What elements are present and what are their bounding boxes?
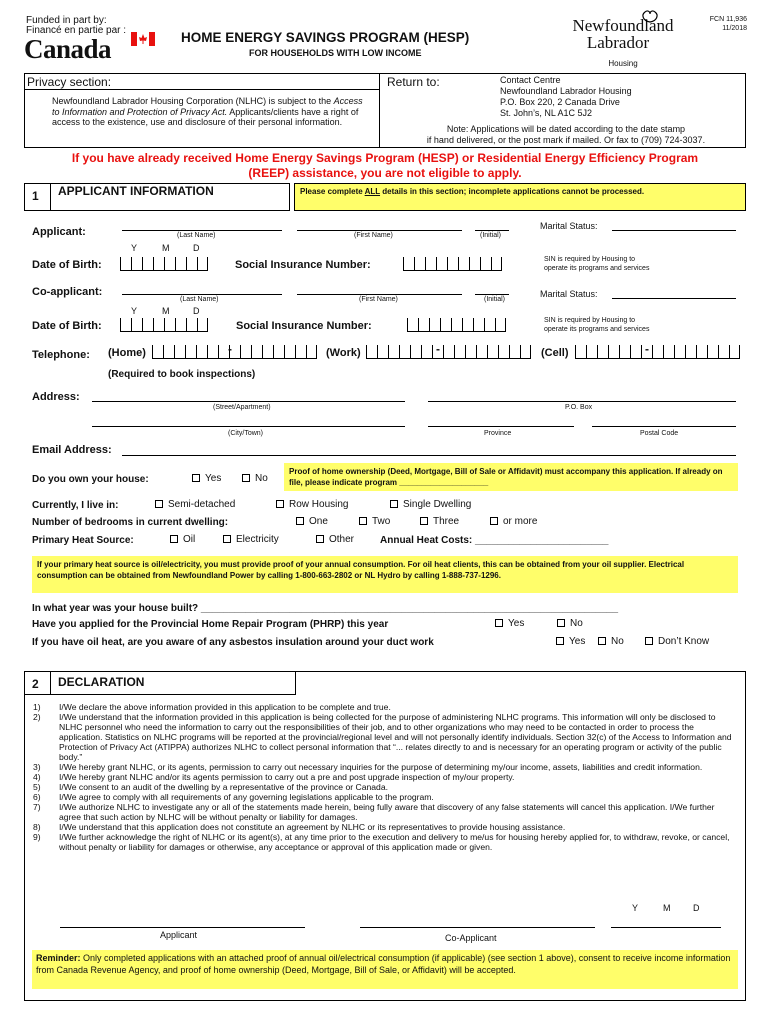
telephone-label: Telephone: — [32, 349, 90, 361]
nlh-logo — [563, 17, 683, 68]
canada-wordmark: Canada — [24, 34, 112, 64]
city-field[interactable] — [92, 426, 405, 427]
checkbox-icon[interactable] — [390, 500, 398, 508]
divider — [379, 73, 380, 148]
page-title: HOME ENERGY SAVINGS PROGRAM (HESP) — [181, 30, 470, 45]
logo-labrador: Labrador — [586, 33, 650, 52]
funded-line-1: Funded in part by: — [26, 15, 107, 26]
declaration-item: 9) I/We further acknowledge the right of NLHC or its agent(s), at any time prior to the execution and delivery to me/us for housing hereby applied for, to withdraw, revoke, or cancel, without penalty or liability for damages or otherwise, any acceptance or approval of this application made or given. — [33, 832, 730, 852]
funded-by — [26, 16, 126, 36]
own-house-yes[interactable]: Yes — [192, 473, 221, 484]
section-1-number: 1 — [32, 189, 39, 203]
postal-caption: Postal Code — [640, 430, 679, 437]
po-box-caption: P.O. Box — [565, 404, 593, 411]
reminder-label: Reminder: — [36, 953, 81, 963]
sin-note: SIN is required by Housing to operate its programs and services — [544, 256, 650, 272]
co-applicant-last-name-field[interactable] — [122, 294, 282, 295]
asbestos-question: If you have oil heat, are you aware of any asbestos insulation around your duct work — [32, 637, 434, 648]
heat-source-label: Primary Heat Source: — [32, 535, 134, 546]
applicant-sin-field[interactable] — [403, 257, 502, 271]
marital-status-field[interactable] — [612, 230, 736, 231]
co-applicant-initial-field[interactable] — [475, 294, 509, 295]
last-name-caption: (Last Name) — [177, 232, 216, 239]
asbestos-no[interactable]: No — [598, 636, 624, 647]
reminder-note: Reminder: Only completed applications with an attached proof of annual oil/electrical consumption (if applicable) (see section 1 above), consent to receive income information from Canada Revenue Agency, and proof of home ownership (Deed, Mortgage, Bill of Sale, or Affidavit) will be accepted. — [32, 950, 738, 989]
privacy-title: Privacy section: — [27, 75, 112, 89]
declaration-item: 3) I/We hereby grant NLHC, or its agents, permission to carry out necessary inquiries for the purpose of determining my/our income, assets, liabilities and credit information. — [33, 762, 703, 772]
sin-note: SIN is required by Housing to operate its programs and services — [544, 317, 650, 333]
marital-status-label: Marital Status: — [540, 221, 598, 231]
checkbox-icon[interactable] — [170, 535, 178, 543]
checkbox-icon[interactable] — [495, 619, 503, 627]
first-name-caption: (First Name) — [359, 296, 398, 303]
city-caption: (City/Town) — [228, 430, 264, 437]
email-label: Email Address: — [32, 444, 112, 456]
bedrooms-more[interactable]: or more — [490, 516, 537, 527]
form-date: 11/2018 — [722, 25, 747, 32]
live-in-label: Currently, I live in: — [32, 500, 119, 511]
declaration-item: 5) I/We consent to an audit of the dwelling by a representative of the province or Canada. — [33, 782, 388, 792]
street-field[interactable] — [92, 401, 405, 402]
day-caption: D — [193, 306, 200, 316]
declaration-item: 6) I/We agree to comply with all requirements of any governing legislations applicable to the program. — [33, 792, 434, 802]
checkbox-icon[interactable] — [296, 517, 304, 525]
checkbox-icon[interactable] — [223, 535, 231, 543]
co-applicant-dob-label: Date of Birth: — [32, 320, 102, 332]
heat-other-option[interactable]: Other — [316, 534, 354, 545]
checkbox-icon[interactable] — [598, 637, 606, 645]
heat-electricity-option[interactable]: Electricity — [223, 534, 279, 545]
proof-of-ownership-note: Proof of home ownership (Deed, Mortgage, Bill of Sale or Affidavit) must accompany this application. If already on file, please indicate program ____________________ — [284, 463, 738, 491]
declaration-item: 8) I/We understand that this application does not constitute an agreement by NLHC or its representatives to provide housing assistance. — [33, 822, 566, 832]
privacy-text: Newfoundland Labrador Housing Corporation (NLHC) is subject to the Access to Information and Protection of Privacy Act. Applicants/clients have a right of access to the existence, use and disclosure of their personal information. — [52, 96, 363, 127]
canada-flag-icon — [131, 32, 155, 46]
checkbox-icon[interactable] — [557, 619, 565, 627]
co-applicant-dob-field[interactable] — [120, 318, 208, 332]
bedrooms-label: Number of bedrooms in current dwelling: — [32, 517, 229, 528]
own-house-label: Do you own your house: — [32, 474, 149, 485]
co-applicant-first-name-field[interactable] — [297, 294, 462, 295]
eligibility-warning: If you have already received Home Energy Savings Program (HESP) or Residential Energy Efficiency Program (REEP) assistance, you are not eligible to apply. — [71, 151, 699, 180]
section-2-number: 2 — [32, 677, 39, 691]
province-field[interactable] — [428, 426, 574, 427]
checkbox-icon[interactable] — [192, 474, 200, 482]
semi-detached-option[interactable]: Semi-detached — [155, 499, 235, 510]
form-number: FCN 11,936 — [709, 16, 747, 23]
home-phone-field[interactable] — [152, 345, 317, 359]
annual-heat-costs-field[interactable]: Annual Heat Costs: ________________________ — [380, 535, 609, 546]
cell-phone-field[interactable] — [575, 345, 740, 359]
last-name-caption: (Last Name) — [180, 296, 219, 303]
pitcher-plant-icon — [635, 9, 665, 23]
declaration-list — [33, 702, 737, 852]
year-caption: Y — [131, 306, 138, 316]
co-applicant-sin-label: Social Insurance Number: — [236, 320, 372, 332]
email-field[interactable] — [122, 455, 736, 456]
year-caption: Y — [131, 243, 138, 253]
checkbox-icon[interactable] — [420, 517, 428, 525]
row-housing-option[interactable]: Row Housing — [276, 499, 348, 510]
applicant-label: Applicant: — [32, 226, 86, 238]
work-phone-field[interactable] — [366, 345, 531, 359]
year-built-field[interactable]: In what year was your house built? ___________________________________________________________________________ — [32, 603, 619, 614]
single-dwelling-option[interactable]: Single Dwelling — [390, 499, 471, 510]
section-2-title: DECLARATION — [58, 675, 145, 689]
page-subtitle: FOR HOUSEHOLDS WITH LOW INCOME — [249, 48, 422, 58]
form-code — [701, 15, 747, 33]
phone-dash: - — [645, 342, 649, 356]
own-house-no[interactable]: No — [242, 473, 268, 484]
applicant-signature-caption: Applicant — [160, 930, 198, 940]
declaration-item: 4) I/We hereby grant NLHC and/or its agents permission to carry out a pre and post upgrade inspection of my/our property. — [33, 772, 515, 782]
logo-newfoundland: Newfoundland — [572, 16, 674, 35]
applicant-last-name-field[interactable] — [122, 230, 282, 231]
applicant-signature-field[interactable] — [60, 927, 305, 928]
asbestos-dont-know[interactable]: Don’t Know — [645, 636, 709, 647]
year-caption: Y — [632, 903, 639, 913]
checkbox-icon[interactable] — [276, 500, 284, 508]
phrp-no[interactable]: No — [557, 618, 583, 629]
asbestos-yes[interactable]: Yes — [556, 636, 585, 647]
section-1-note: Please complete ALL details in this section; incomplete applications cannot be processed. — [294, 183, 746, 211]
co-marital-status-field[interactable] — [612, 298, 736, 299]
phone-dash: - — [436, 342, 440, 356]
return-note: Note: Applications will be dated according to the date stamp if hand delivered, or the post mark if mailed. Or fax to (709) 724-3037. — [426, 124, 706, 145]
co-applicant-signature-field[interactable] — [360, 927, 595, 928]
heat-oil-option[interactable]: Oil — [170, 534, 195, 545]
month-caption: M — [162, 243, 170, 253]
day-caption: D — [693, 903, 700, 913]
co-applicant-label: Co-applicant: — [32, 286, 103, 298]
applicant-first-name-field[interactable] — [297, 230, 462, 231]
phone-dash: - — [228, 342, 232, 356]
consumption-note: If your primary heat source is oil/electricity, you must provide proof of your annual consumption. For oil heat clients, this can be obtained from your oil supplier. Electrical consumption can be obtained from Newfoundland Power by calling 1-800-663-2802 or NL Hydro by calling 1-888-737-1296. — [32, 556, 738, 593]
month-caption: M — [663, 903, 671, 913]
checkbox-icon[interactable] — [155, 500, 163, 508]
applicant-initial-field[interactable] — [475, 230, 509, 231]
checkbox-icon[interactable] — [645, 637, 653, 645]
address-label: Address: — [32, 391, 80, 403]
declaration-item: 7) I/We authorize NLHC to investigate any or all of the statements made herein, being fully aware that discovery of any false statements will cancel this application. I/We further agree that such action by NLHC will be without penalty or liability for damages. — [33, 802, 715, 822]
funded-line-2: Financé en partie par : — [26, 25, 127, 36]
first-name-caption: (First Name) — [354, 232, 393, 239]
applicant-dob-field[interactable] — [120, 257, 208, 271]
required-inspections-note: (Required to book inspections) — [108, 369, 256, 380]
phrp-question: Have you applied for the Provincial Home Repair Program (PHRP) this year — [32, 619, 389, 630]
initial-caption: (Initial) — [480, 232, 502, 239]
checkbox-icon[interactable] — [359, 517, 367, 525]
work-phone-label: (Work) — [326, 347, 361, 359]
month-caption: M — [162, 306, 170, 316]
return-title: Return to: — [387, 75, 440, 89]
initial-caption: (Initial) — [484, 296, 506, 303]
home-phone-label: (Home) — [108, 347, 146, 359]
co-applicant-signature-caption: Co-Applicant — [445, 933, 497, 943]
declaration-item: 2) I/We understand that the information provided in this application is being collected for the purpose of administering NLHC programs. This information will only be disclosed to NLHC personnel who need the information to carry out the responsibilities of their job, and to other organizations who may need to be contacted in order to process the application. Statistics on NLHC programs will be reported at the provincial/regional level and will not personally identify individuals. Section 32(c) of the Access to Information and Protection of Privacy Act (ATIPPA) authorizes NLHC to collect personal information that “... relates directly to and is necessary for an operating program or activity of the public body.” — [33, 712, 732, 762]
checkbox-icon[interactable] — [242, 474, 250, 482]
return-address: Contact Centre Newfoundland Labrador Housing P.O. Box 220, 2 Canada Drive St. John’s, NL A1C 5J2 — [500, 75, 632, 118]
signature-date-field[interactable] — [611, 927, 721, 928]
co-applicant-sin-field[interactable] — [407, 318, 506, 332]
day-caption: D — [193, 243, 200, 253]
applicant-dob-label: Date of Birth: — [32, 259, 102, 271]
cell-phone-label: (Cell) — [541, 347, 569, 359]
po-box-field[interactable] — [428, 401, 736, 402]
divider — [24, 89, 379, 90]
declaration-item: 1) I/We declare the above information provided in this application to be complete and true. — [33, 702, 391, 712]
marital-status-label: Marital Status: — [540, 289, 598, 299]
checkbox-icon[interactable] — [490, 517, 498, 525]
logo-housing: Housing — [608, 59, 638, 68]
bedrooms-three[interactable]: Three — [420, 516, 459, 527]
phrp-yes[interactable]: Yes — [495, 618, 524, 629]
section-1-title: APPLICANT INFORMATION — [58, 184, 214, 198]
applicant-sin-label: Social Insurance Number: — [235, 259, 371, 271]
street-caption: (Street/Apartment) — [213, 404, 271, 411]
checkbox-icon[interactable] — [556, 637, 564, 645]
postal-code-field[interactable] — [592, 426, 736, 427]
province-caption: Province — [484, 430, 512, 437]
checkbox-icon[interactable] — [316, 535, 324, 543]
bedrooms-one[interactable]: One — [296, 516, 328, 527]
bedrooms-two[interactable]: Two — [359, 516, 390, 527]
